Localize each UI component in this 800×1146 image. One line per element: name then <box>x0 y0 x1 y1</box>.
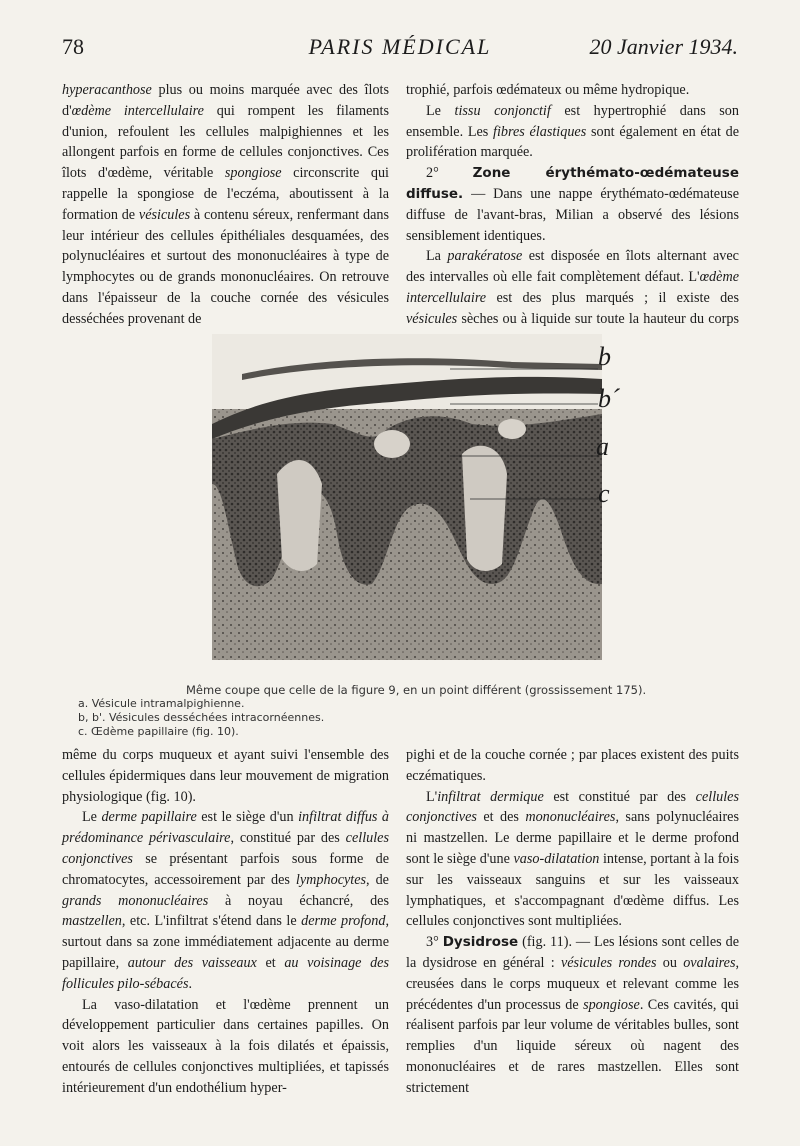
text-run: . <box>188 975 193 992</box>
label-a: a <box>596 432 609 461</box>
emphasis: vésicules <box>406 310 458 327</box>
column-top-left <box>62 80 389 330</box>
text-run: . Ces cavités, qui réalisent parfois par leur volume de véritables bulles, sont remplies d'un liquide séreux où nagent des mononucléaires et de rares mastzellen. Elles sont strictement <box>406 996 739 1096</box>
page-header <box>62 34 738 64</box>
emphasis: parakératose <box>447 248 523 265</box>
paragraph: trophié, parfois œdémateux ou même hydropique. <box>406 82 690 98</box>
page-number: 78 <box>62 34 84 59</box>
emphasis: œdème intercellulaire <box>71 102 204 119</box>
text-run: — Dans une nappe érythémato-œdémateuse diffuse de l'avant-bras, Milian a observé des lésions sensiblement identiques. <box>406 185 739 244</box>
emphasis: infiltrat diffus à prédominance périvasculaire <box>62 809 390 847</box>
text-run: L' <box>426 788 438 805</box>
column-top-right <box>406 80 739 350</box>
text-run: est disposée en îlots alternant avec des intervalles où elle fait complètement défaut. L' <box>406 248 739 286</box>
figure-legend <box>78 697 324 739</box>
emphasis: derme profond <box>301 913 386 930</box>
legend-item: b, b'. Vésicules desséchées intracornéennes. <box>78 711 325 724</box>
text-run: est le siège d'un <box>196 809 299 826</box>
emphasis: lymphocytes <box>295 871 367 888</box>
text-run: ou <box>656 954 684 971</box>
section-heading: Dysidrose <box>442 934 519 951</box>
emphasis: mononucléaires <box>525 809 616 826</box>
column-bottom-right <box>406 745 739 1099</box>
emphasis: hyperacanthose <box>62 82 152 98</box>
text-run: (fig. 11). — Les lésions sont celles de la dysidrose en général : <box>406 934 739 971</box>
emphasis: cellules conjonctives <box>62 830 390 867</box>
emphasis: derme papillaire <box>101 809 197 826</box>
paragraph <box>406 787 739 933</box>
emphasis: au voisinage des follicules pilo-sébacés <box>62 954 389 992</box>
text-run: Le <box>82 809 102 826</box>
emphasis: œdème intercellulaire <box>406 269 739 306</box>
column-bottom-left <box>62 745 389 1099</box>
issue-date: 20 Janvier 1934. <box>589 34 738 59</box>
text-run: , surtout dans sa zone immédiatement adjacente au derme papillaire, <box>62 913 389 971</box>
text-run: , de <box>366 871 389 888</box>
emphasis: vésicules <box>138 206 191 223</box>
emphasis: spongiose <box>224 165 282 182</box>
text-run: , sans polynucléaires ni mastzellen. Le derme papillaire et le derme profond sont le siège d'une <box>406 809 739 867</box>
journal-title: PARIS MÉDICAL <box>308 34 492 59</box>
text-run: intense, portant à la fois sur les vaisseaux sanguins et sur les vaisseaux lymphatiques, et s'accompagnant d'œdème diffus. Les cellules conjonctives sont multipliées. <box>406 850 739 930</box>
text-run: 3° <box>426 934 443 951</box>
text-run: se présentant parfois sous forme de chromatocytes, accessoirement par des <box>62 850 389 888</box>
emphasis: spongiose <box>583 996 640 1013</box>
text-run: 2° <box>426 165 473 182</box>
label-b-prime: b´ <box>598 384 620 413</box>
text-run: plus ou moins marquée avec des îlots d' <box>62 82 389 119</box>
text-run: et <box>256 954 285 971</box>
paragraph <box>62 807 389 994</box>
text-run: à contenu séreux, renfermant dans leur intérieur des cellules épithéliales desquamées, des polynucléaires et surtout des mononucléaires à type de lymphocytes ou de grands mononucléaires. On retrouve dans l'épaisseur de la couche cornée des vésicules desséchées provenant de <box>62 206 389 327</box>
emphasis: fibres élastiques <box>493 123 587 140</box>
figure-caption: Même coupe que celle de la figure 9, en un point différent (grossissement 175). <box>186 683 647 697</box>
text-run: circonscrite qui rappelle la spongiose de l'eczéma, aboutissent à la formation de <box>62 165 389 223</box>
paragraph: même du corps muqueux et ayant suivi l'ensemble des cellules épidermiques dans leur mouvement de migration physiologique (fig. 10). <box>62 747 389 805</box>
emphasis: cellules conjonctives <box>406 788 739 826</box>
text-run: qui rompent les filaments d'union, refoulent les cellules malpighiennes et les allongent parfois en forme de cellules conjonctives. Ces îlots d'œdème, véritable <box>62 102 389 182</box>
paragraph <box>62 80 389 330</box>
emphasis: mastzellen <box>62 913 122 930</box>
text-run: sèches ou à liquide sur toute la hauteur du corps <box>461 310 739 327</box>
emphasis: vésicules rondes <box>560 954 657 971</box>
emphasis: grands mononucléaires <box>62 892 209 909</box>
paragraph <box>406 101 739 163</box>
paragraph: pighi et de la couche cornée ; par places existent des puits eczématiques. <box>406 747 739 784</box>
paragraph: La vaso-dilatation et l'œdème prennent un développement particulier dans certaines papilles. On voit alors les vaisseaux à la fois dilatés et épaissis, entourés de cellules conjonctives multipliées, et tapissés intérieurement d'un endothélium hyper- <box>62 996 389 1096</box>
text-run: est constitué par des <box>543 788 696 805</box>
paragraph <box>406 932 739 1098</box>
legend-item: a. Vésicule intramalpighienne. <box>78 697 245 710</box>
emphasis: infiltrat dermique <box>437 788 544 805</box>
text-run: , creusées dans le corps muqueux et relevant comme les précédentes d'un processus de <box>406 954 740 1013</box>
text-run: à noyau échancré, des <box>208 892 389 909</box>
figure-leader-lines <box>450 334 610 514</box>
text-run: sont également en état de prolifération marquée. <box>406 123 739 161</box>
paragraph <box>406 163 739 246</box>
text-run: Le <box>426 102 455 119</box>
label-b: b <box>598 342 611 371</box>
text-run: , etc. L'infiltrat s'étend dans le <box>121 913 302 930</box>
text-run: , constitué par des <box>230 830 346 847</box>
label-c: c <box>598 479 610 508</box>
emphasis: tissu conjonctif <box>454 102 551 119</box>
emphasis: autour des vaisseaux <box>127 954 257 971</box>
text-run: est des plus marqués ; il existe des <box>486 289 739 306</box>
legend-item: c. Œdème papillaire (fig. 10). <box>78 725 239 738</box>
section-heading: Zone érythémato-œdémateuse diffuse. <box>406 165 739 202</box>
emphasis: vaso-dilatation <box>513 850 600 867</box>
text-run: et des <box>476 809 526 826</box>
text-run: est hypertrophié dans son ensemble. Les <box>406 102 739 140</box>
emphasis: ovalaires <box>683 954 736 971</box>
text-run: La <box>426 248 448 265</box>
